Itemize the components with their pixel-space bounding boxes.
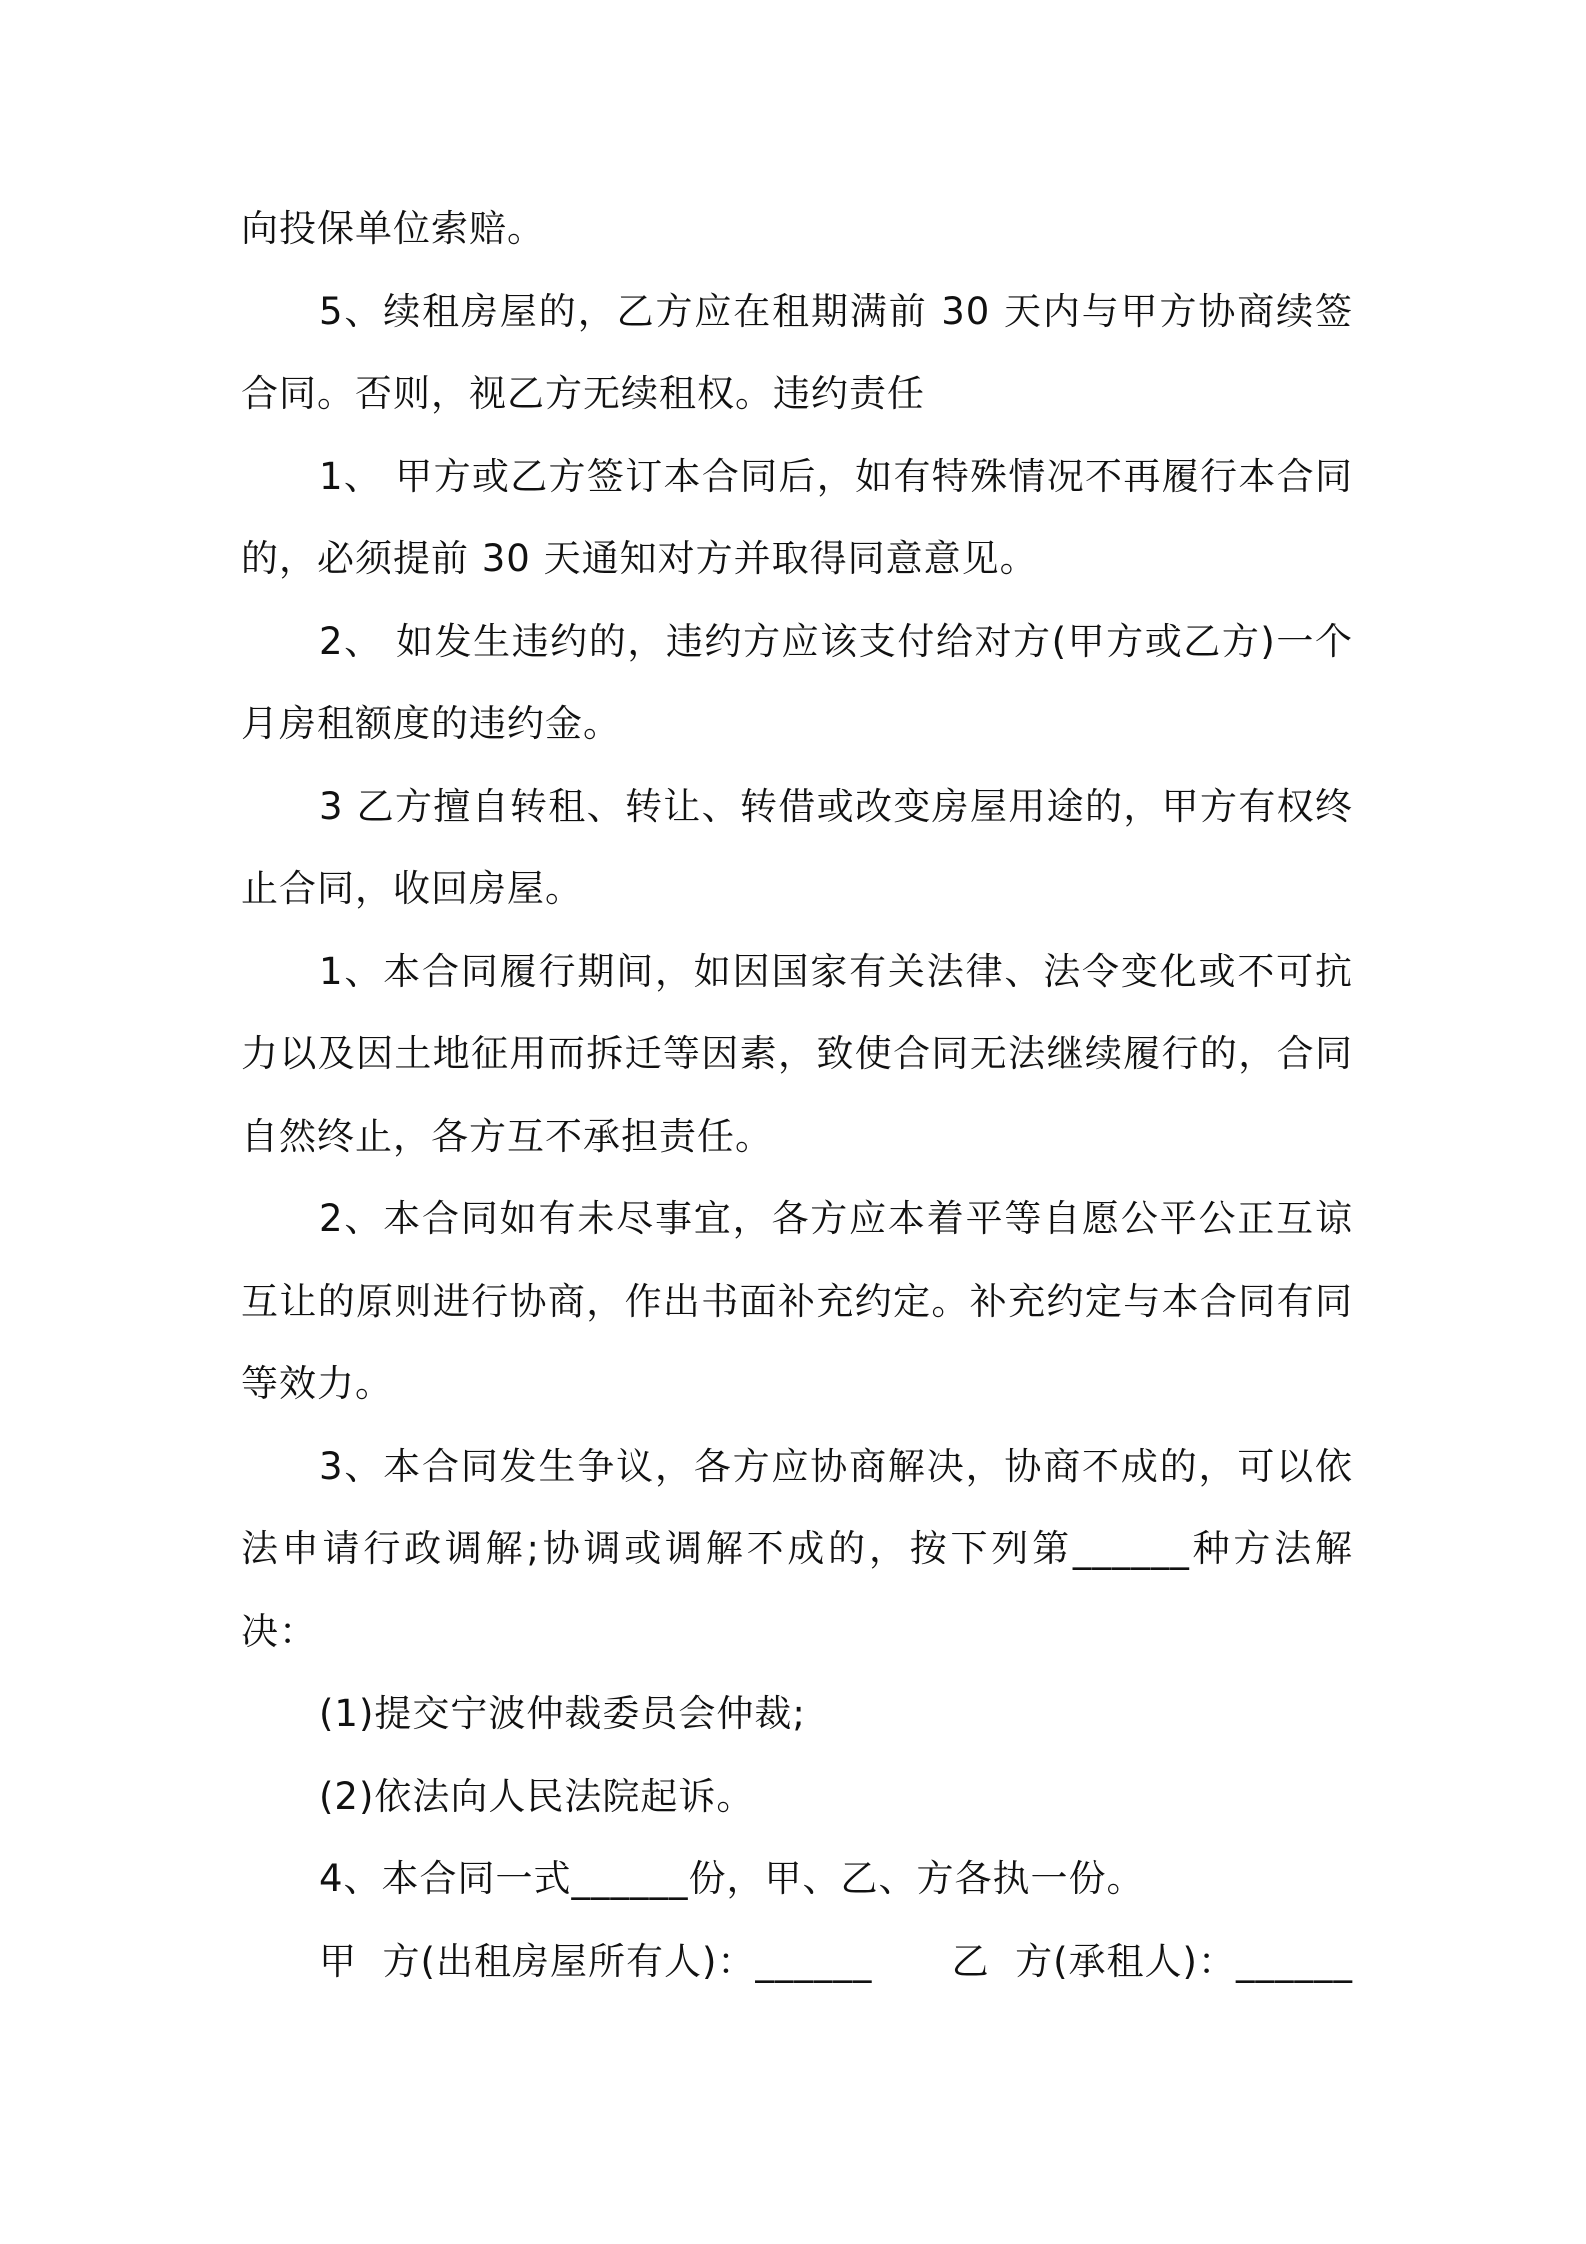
party-a-signature: 甲 方(出租房屋所有人)：______ — [319, 1939, 873, 1983]
paragraph-breach-notice: 1、 甲方或乙方签订本合同后，如有特殊情况不再履行本合同的，必须提前 30 天通知对方并取得同意意见。 — [241, 454, 1353, 580]
paragraph-dispute: 3、本合同发生争议，各方应协商解决，协商不成的，可以依法申请行政调解;协调或调解不成的，按下列第______种方法解决： — [241, 1444, 1353, 1653]
paragraph-sublet: 3 乙方擅自转租、转让、转借或改变房屋用途的，甲方有权终止合同，收回房屋。 — [241, 784, 1353, 910]
paragraph-penalty: 2、 如发生违约的，违约方应该支付给对方(甲方或乙方)一个月房租额度的违约金。 — [241, 619, 1353, 745]
paragraph-supplement: 2、本合同如有未尽事宜，各方应本着平等自愿公平公正互谅互让的原则进行协商，作出书面补充约定。补充约定与本合同有同等效力。 — [241, 1197, 1353, 1405]
paragraph-renewal: 5、续租房屋的，乙方应在租期满前 30 天内与甲方协商续签合同。否则，视乙方无续租权。违约责任 — [241, 289, 1353, 415]
paragraph-court: (2)依法向人民法院起诉。 — [319, 1774, 755, 1818]
document-body — [241, 188, 1353, 2003]
paragraph-copies: 4、本合同一式______份，甲、乙、方各执一份。 — [319, 1857, 1145, 1900]
signature-line — [241, 1921, 1353, 2004]
paragraph-force-majeure: 1、本合同履行期间，如因国家有关法律、法令变化或不可抗力以及因土地征用而拆迁等因素，致使合同无法继续履行的，合同自然终止，各方互不承担责任。 — [241, 949, 1353, 1158]
paragraph-arbitration: (1)提交宁波仲裁委员会仲裁; — [319, 1692, 806, 1735]
paragraph-claim: 向投保单位索赔。 — [241, 207, 545, 250]
party-b-signature: 乙 方(承租人)：______ — [951, 1939, 1353, 1983]
